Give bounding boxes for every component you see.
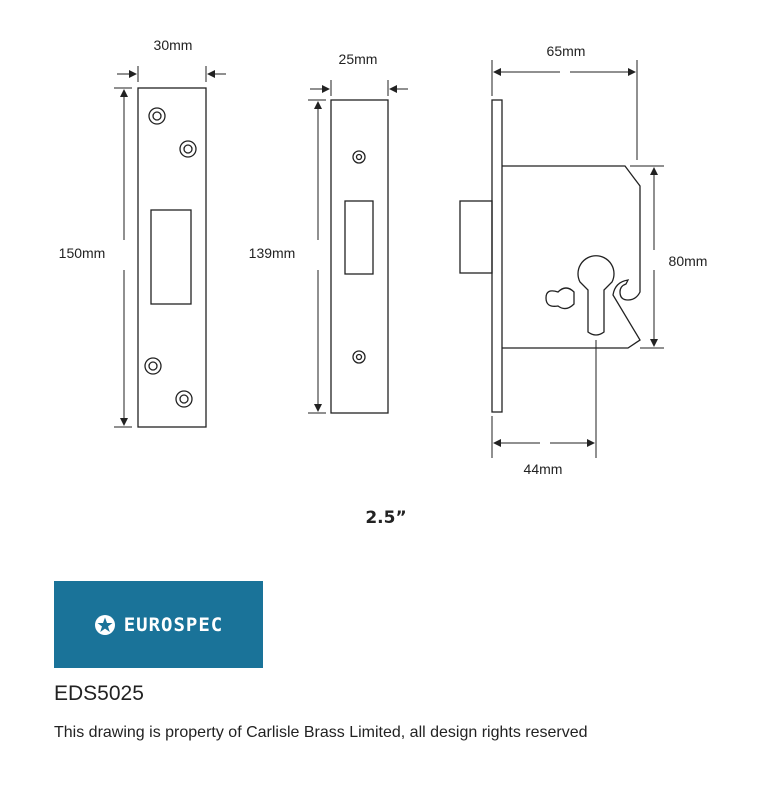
case-height-dimension <box>630 166 664 348</box>
strike-height-dimension <box>308 100 326 413</box>
lock-case <box>460 100 640 412</box>
cylinder-keyhole <box>578 256 614 335</box>
forend-bolt-slot <box>151 210 191 304</box>
forend-screw-hole <box>149 108 165 124</box>
follower-lobe <box>546 288 574 309</box>
forend-screw-hole <box>180 141 196 157</box>
product-code: EDS5025 <box>54 682 144 705</box>
lock-size-label: 2.5” <box>365 508 407 528</box>
lock-bolt <box>460 201 492 273</box>
strike-height-label: 139mm <box>248 245 296 261</box>
forend-width-label: 30mm <box>153 37 193 53</box>
forend-height-label: 150mm <box>58 245 106 261</box>
forend-plate <box>138 88 206 427</box>
strike-width-dimension <box>310 80 408 96</box>
case-depth-label: 65mm <box>546 43 586 59</box>
strike-plate <box>331 100 388 413</box>
forend-height-dimension <box>114 88 132 427</box>
eurospec-logo <box>54 581 263 668</box>
copyright-notice: This drawing is property of Carlisle Brass Limited, all design rights reserved <box>54 724 588 741</box>
strike-screw-hole <box>353 151 365 163</box>
forend-screw-hole <box>176 391 192 407</box>
forend-screw-hole <box>145 358 161 374</box>
lock-forend-edge <box>492 100 502 412</box>
backset-label: 44mm <box>523 461 563 477</box>
case-height-label: 80mm <box>668 253 708 269</box>
strike-screw-hole <box>353 351 365 363</box>
lock-case-body <box>502 166 640 348</box>
star-circle-icon <box>94 614 116 636</box>
strike-bolt-slot <box>345 201 373 274</box>
case-depth-dimension <box>492 60 637 160</box>
brand-name: EUROSPEC <box>123 613 224 636</box>
forend-width-dimension <box>117 66 226 82</box>
backset-dimension <box>492 340 596 458</box>
strike-width-label: 25mm <box>338 51 378 67</box>
